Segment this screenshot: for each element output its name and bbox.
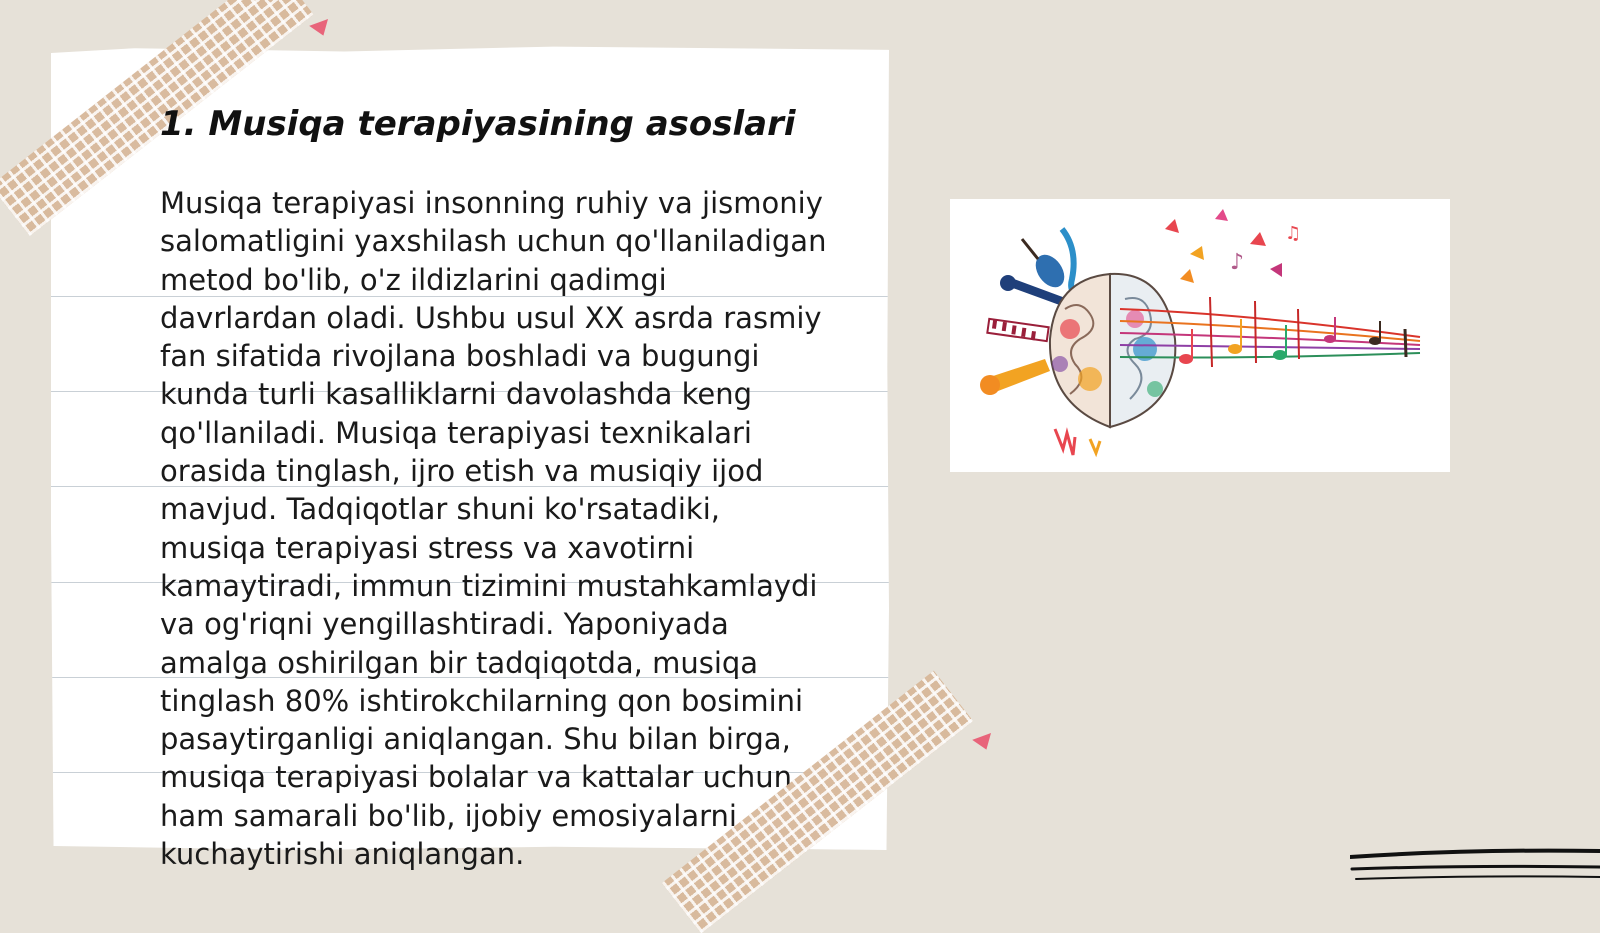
- ink-splash-icon: [1055, 429, 1100, 455]
- butterflies-icon: [1165, 209, 1301, 283]
- violin-icon: [1022, 239, 1070, 293]
- pin-icon: [309, 19, 333, 39]
- brush-lines-decoration: [1350, 845, 1600, 890]
- brain-icon: [1050, 274, 1175, 427]
- pin-icon: [972, 733, 996, 753]
- brain-music-illustration: [950, 199, 1450, 472]
- svg-text:♫: ♫: [1285, 223, 1302, 244]
- horn-icon: [980, 359, 1050, 395]
- brain-music-notes-icon: [950, 199, 1450, 472]
- slide-title: 1. Musiqa terapiyasining asoslari: [160, 104, 796, 144]
- slide-body-text: Musiqa terapiyasi insonning ruhiy va jismoniy salomatligini yaxshilash uchun qo'llaniladigan metod bo'lib, o'z ildizlarini qadimgi davrlardan oladi. Ushbu usul XX asrda rasmiy fan sifatida rivojlana boshladi va bugungi kunda turli kasalliklarni davolashda keng qo'llaniladi. Musiqa terapiyasi texnikalari orasida tinglash, ijro etish va musiqiy ijod mavjud. Tadqiqotlar shuni ko'rsatadiki, musiqa terapiyasi stress va xavotirni kamaytiradi, immun tizimini mustahkamlaydi va og'riqni yengillashtiradi. Yaponiyada amalga oshirilgan bir tadqiqotda, musiqa tinglash 80% ishtirokchilarning qon bosimini pasaytirganligi aniqlangan. Shu bilan birga, musiqa terapiyasi bolalar va kattalar uchun ham samarali bo'lib, ijobiy emosiyalarni kuchaytirishi aniqlangan.: [160, 186, 827, 872]
- piano-keys-icon: [987, 319, 1048, 341]
- svg-text:♪: ♪: [1230, 250, 1245, 275]
